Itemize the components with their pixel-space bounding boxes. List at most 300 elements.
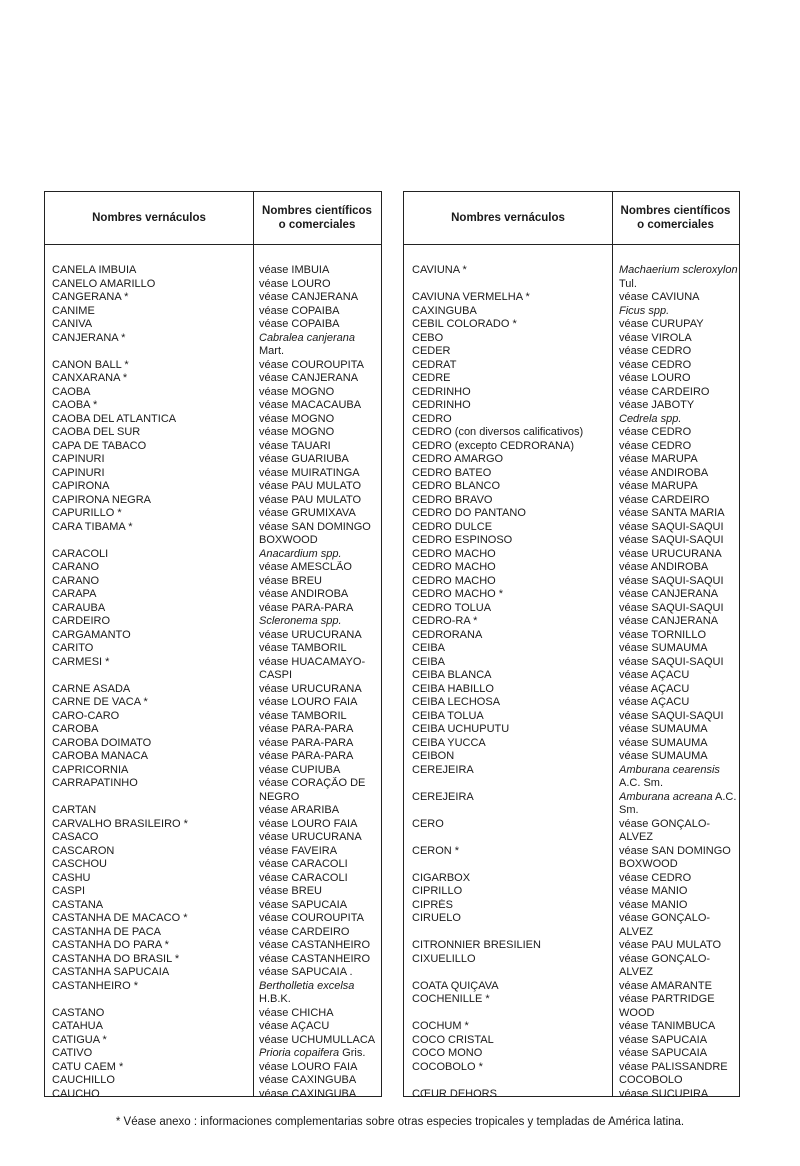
- scientific-name: véase SAQUI-SAQUI: [619, 709, 724, 722]
- vernacular-name: CANELO AMARILLO: [52, 277, 156, 290]
- vernacular-name: CANXARANA *: [52, 372, 128, 384]
- scientific-name: véase FAVEIRA: [259, 844, 338, 857]
- scientific-name: véase AÇACU: [259, 1020, 330, 1032]
- vernacular-name: CATIGUA *: [52, 1033, 107, 1046]
- table-row: [404, 737, 739, 751]
- vernacular-name: COCHENILLE *: [412, 993, 490, 1005]
- scientific-name: véase MOGNO: [259, 385, 335, 398]
- table-row: [404, 885, 739, 899]
- vernacular-name: CASTANHEIRO *: [52, 979, 138, 992]
- vernacular-name: CAPINURI: [52, 453, 105, 465]
- table-row: [45, 777, 381, 804]
- vernacular-name: CEBIL COLORADO *: [412, 318, 517, 330]
- vernacular-name: CASTANHA DE MACACO *: [52, 912, 188, 924]
- vernacular-name: CANELA IMBUIA: [52, 264, 137, 276]
- scientific-name: véase URUCURANA: [259, 831, 362, 843]
- scientific-name: véase PAU MULATO: [259, 480, 362, 492]
- scientific-name: véase LOURO FAIA: [259, 696, 358, 708]
- scientific-name: véase BREU: [259, 574, 322, 587]
- table-row: [45, 1020, 381, 1034]
- scientific-name: véase AMARANTE: [619, 979, 712, 992]
- scientific-name: véase SANTA MARIA: [619, 507, 725, 519]
- table-row: [45, 399, 381, 413]
- table-body: [45, 264, 381, 1101]
- vernacular-name: CARANO: [52, 574, 100, 587]
- table-row: [404, 413, 739, 427]
- vernacular-name: CARAUBA: [52, 601, 106, 614]
- table-row: [404, 642, 739, 656]
- scientific-name: véase LOURO: [259, 277, 331, 290]
- vernacular-name: CASTANA: [52, 898, 104, 911]
- scientific-name: véase TORNILLO: [619, 628, 707, 641]
- scientific-name: véase VIROLA: [619, 331, 692, 344]
- scientific-name: véase LOURO FAIA: [259, 1060, 358, 1073]
- left-table: [44, 191, 382, 1100]
- header-scientific: Nombres científicos o comerciales: [620, 205, 731, 231]
- header-vernacular: Nombres vernáculos: [92, 212, 206, 224]
- vernacular-name: CIRUELO: [412, 912, 461, 924]
- vernacular-name: CEIBA YUCCA: [412, 736, 486, 749]
- table-row: [45, 656, 381, 683]
- table-row: [45, 966, 381, 980]
- table-row: [45, 602, 381, 616]
- table-row: [404, 399, 739, 413]
- table-header: [45, 192, 381, 245]
- vernacular-name: CEDRO AMARGO: [412, 453, 504, 465]
- scientific-name: véase SAQUI-SAQUI: [619, 534, 724, 546]
- table-row: [404, 602, 739, 616]
- scientific-name: véase SUCUPIRA: [619, 1087, 709, 1100]
- table-row: [404, 656, 739, 670]
- table-row: [45, 912, 381, 926]
- vernacular-name: CEDRO (excepto CEDRORANA): [412, 439, 574, 452]
- scientific-name: véase CARDEIRO: [259, 925, 350, 938]
- scientific-name: véase SUMAUMA: [619, 736, 708, 749]
- table-row: [404, 291, 739, 305]
- vernacular-name: CAPA DE TABACO: [52, 439, 147, 452]
- table-row: [404, 980, 739, 994]
- scientific-name: véase MOGNO: [259, 426, 335, 438]
- scientific-name: véase CASTANHEIRO: [259, 952, 371, 965]
- scientific-name: véase CEDRO: [619, 358, 692, 371]
- table-row: [45, 858, 381, 872]
- table-row: [45, 588, 381, 602]
- table-row: [45, 804, 381, 818]
- scientific-name: véase SAQUI-SAQUI: [619, 601, 724, 614]
- vernacular-name: CŒUR DEHORS: [412, 1087, 497, 1100]
- scientific-name: véase GUARIUBA: [259, 453, 349, 465]
- scientific-name: véase GONÇALO-ALVEZ: [619, 912, 711, 938]
- table-row: [45, 818, 381, 832]
- vernacular-name: CAROBA DOIMATO: [52, 736, 152, 749]
- scientific-name: véase URUCURANA: [259, 682, 362, 695]
- vernacular-name: CIPRÉS: [412, 898, 453, 911]
- vernacular-name: CASHU: [52, 871, 91, 884]
- vernacular-name: CEDRO BRAVO: [412, 493, 493, 506]
- scientific-name: véase TAUARI: [259, 439, 331, 452]
- vernacular-name: CASACO: [52, 831, 99, 843]
- table-row: [404, 723, 739, 737]
- scientific-name: véase TANIMBUCA: [619, 1020, 716, 1032]
- scientific-name: véase LOURO FAIA: [259, 817, 358, 830]
- vernacular-name: CANON BALL *: [52, 358, 129, 371]
- vernacular-name: CEDRO TOLUA: [412, 601, 492, 614]
- vernacular-name: CASTANHA SAPUCAIA: [52, 966, 170, 978]
- vernacular-name: CERON *: [412, 844, 460, 857]
- table-row: [404, 386, 739, 400]
- vernacular-name: CAPIRONA: [52, 480, 110, 492]
- vernacular-name: CEDRO BATEO: [412, 466, 492, 479]
- scientific-name: véase CASTANHEIRO: [259, 939, 371, 951]
- vernacular-name: CASCHOU: [52, 858, 108, 870]
- header-vernacular: Nombres vernáculos: [451, 212, 565, 224]
- table-row: [404, 480, 739, 494]
- vernacular-name: CEIBA LECHOSA: [412, 696, 501, 708]
- scientific-name: véase AMESCLÃO: [259, 561, 352, 573]
- vernacular-name: CANGERANA *: [52, 291, 129, 303]
- scientific-name: véase COUROUPITA: [259, 358, 364, 371]
- vernacular-name: CEDRORANA: [412, 628, 483, 641]
- table-row: [45, 1007, 381, 1021]
- vernacular-name: CARO-CARO: [52, 709, 120, 722]
- table-row: [404, 750, 739, 764]
- vernacular-name: CAPIRONA NEGRA: [52, 493, 152, 506]
- table-row: [45, 359, 381, 373]
- scientific-name: Cabralea canjerana Mart.: [259, 331, 356, 357]
- scientific-name: véase TAMBORIL: [259, 642, 347, 654]
- table-row: [45, 764, 381, 778]
- vernacular-name: CAUCHILLO: [52, 1074, 115, 1086]
- vernacular-name: CEREJEIRA: [412, 763, 474, 776]
- table-row: [45, 953, 381, 967]
- table-row: [404, 534, 739, 548]
- scientific-name: véase SAN DOMINGO BOXWOOD: [259, 520, 371, 546]
- vernacular-name: CIXUELILLO: [412, 952, 476, 965]
- table-row: [45, 467, 381, 481]
- scientific-name: véase MOGNO: [259, 412, 335, 425]
- scientific-name: Amburana cearensis A.C. Sm.: [619, 763, 720, 789]
- footnote: * Véase anexo : informaciones complementarias sobre otras especies tropicales y templadas de América latina.: [115, 1116, 685, 1128]
- table-row: [404, 818, 739, 845]
- scientific-name: véase GONÇALO-ALVEZ: [619, 817, 711, 843]
- vernacular-name: CEDRINHO: [412, 385, 471, 398]
- table-row: [404, 993, 739, 1020]
- table-row: [404, 791, 739, 818]
- table-row: [45, 750, 381, 764]
- scientific-name: véase AÇACU: [619, 669, 690, 681]
- table-row: [404, 845, 739, 872]
- table-row: [404, 264, 739, 291]
- vernacular-name: CATAHUA: [52, 1020, 103, 1032]
- scientific-name: véase LOURO: [619, 372, 691, 384]
- scientific-name: véase MUIRATINGA: [259, 466, 360, 479]
- scientific-name: véase SAPUCAIA .: [259, 966, 353, 978]
- table-row: [404, 494, 739, 508]
- scientific-name: véase TAMBORIL: [259, 709, 347, 722]
- vernacular-name: COCOBOLO *: [412, 1060, 483, 1073]
- table-row: [45, 372, 381, 386]
- table-row: [45, 291, 381, 305]
- table-row: [404, 1047, 739, 1061]
- scientific-name: véase CEDRO: [619, 439, 692, 452]
- vernacular-name: CEDRO MACHO: [412, 574, 496, 587]
- table-row: [404, 507, 739, 521]
- table-row: [45, 521, 381, 548]
- table-row: [404, 710, 739, 724]
- table-row: [404, 561, 739, 575]
- vernacular-name: CEDRO DO PANTANO: [412, 507, 526, 519]
- table-row: [45, 980, 381, 1007]
- table-row: [45, 318, 381, 332]
- scientific-name: Anacardium spp.: [259, 547, 342, 560]
- table-row: [404, 332, 739, 346]
- scientific-name: véase CANJERANA: [619, 615, 719, 627]
- scientific-name: véase SUMAUMA: [619, 750, 708, 762]
- scientific-name: véase URUCURANA: [619, 547, 722, 560]
- table-row: [45, 1074, 381, 1088]
- table-row: [45, 453, 381, 467]
- vernacular-name: CITRONNIER BRESILIEN: [412, 939, 541, 951]
- table-row: [404, 696, 739, 710]
- vernacular-name: CARNE DE VACA *: [52, 696, 148, 708]
- vernacular-name: CAPURILLO *: [52, 507, 122, 519]
- scientific-name: véase SAPUCAIA: [619, 1033, 708, 1046]
- vernacular-name: CAOBA: [52, 385, 91, 398]
- vernacular-name: CEIBA HABILLO: [412, 682, 494, 695]
- vernacular-name: CEDRO BLANCO: [412, 480, 501, 492]
- vernacular-name: CEIBA TOLUA: [412, 709, 484, 722]
- scientific-name: véase COPAIBA: [259, 304, 340, 317]
- vernacular-name: CAVIUNA *: [412, 264, 467, 276]
- vernacular-name: CARNE ASADA: [52, 682, 131, 695]
- table-row: [404, 615, 739, 629]
- scientific-name: véase CARACOLI: [259, 858, 348, 870]
- vernacular-name: CEDRO MACHO *: [412, 588, 504, 600]
- table-row: [45, 386, 381, 400]
- table-row: [45, 615, 381, 629]
- scientific-name: véase ANDIROBA: [619, 561, 709, 573]
- table-row: [404, 345, 739, 359]
- scientific-name: véase URUCURANA: [259, 628, 362, 641]
- vernacular-name: CEREJEIRA: [412, 790, 474, 803]
- vernacular-name: CEIBA: [412, 642, 446, 654]
- table-row: [45, 575, 381, 589]
- scientific-name: véase MANIO: [619, 898, 688, 911]
- table-row: [45, 723, 381, 737]
- vernacular-name: CAPRICORNIA: [52, 763, 129, 776]
- vernacular-name: CARRAPATINHO: [52, 777, 138, 789]
- table-row: [404, 629, 739, 643]
- vernacular-name: COCO CRISTAL: [412, 1033, 494, 1046]
- table-row: [404, 872, 739, 886]
- vernacular-name: CASCARON: [52, 844, 115, 857]
- table-row: [404, 1020, 739, 1034]
- scientific-name: véase IMBUIA: [259, 264, 330, 276]
- vernacular-name: CAOBA *: [52, 399, 98, 411]
- vernacular-name: CASTANHA DE PACA: [52, 925, 162, 938]
- table-row: [45, 332, 381, 359]
- vernacular-name: CAROBA MANACA: [52, 750, 148, 762]
- scientific-name: véase ANDIROBA: [619, 466, 709, 479]
- vernacular-name: CANIVA: [52, 318, 93, 330]
- scientific-name: véase AÇACU: [619, 682, 690, 695]
- scientific-name: véase PAU MULATO: [619, 939, 722, 951]
- table-row: [45, 683, 381, 697]
- table-row: [45, 494, 381, 508]
- scientific-name: véase CEDRO: [619, 871, 692, 884]
- scientific-name: véase PARA-PARA: [259, 750, 354, 762]
- table-row: [45, 1047, 381, 1061]
- scientific-name: véase MARUPA: [619, 480, 698, 492]
- right-table: [403, 191, 740, 1100]
- vernacular-name: CARDEIRO: [52, 615, 111, 627]
- table-row: [404, 359, 739, 373]
- vernacular-name: CAOBA DEL SUR: [52, 426, 141, 438]
- table-row: [45, 710, 381, 724]
- vernacular-name: CATU CAEM *: [52, 1060, 124, 1073]
- table-body: [404, 264, 739, 1101]
- vernacular-name: CEDRO-RA *: [412, 615, 478, 627]
- table-row: [404, 453, 739, 467]
- vernacular-name: COCO MONO: [412, 1047, 483, 1059]
- vernacular-name: CARANO: [52, 561, 100, 573]
- scientific-name: véase BREU: [259, 885, 322, 897]
- vernacular-name: CAXINGUBA: [412, 304, 477, 317]
- scientific-name: véase PAU MULATO: [259, 493, 362, 506]
- vernacular-name: CASTANHA DO PARA *: [52, 939, 169, 951]
- table-row: [404, 440, 739, 454]
- scientific-name: véase SAQUI-SAQUI: [619, 655, 724, 668]
- scientific-name: véase SUMAUMA: [619, 723, 708, 735]
- table-row: [45, 426, 381, 440]
- table-row: [404, 1088, 739, 1102]
- scientific-name: véase SAPUCAIA: [619, 1047, 708, 1059]
- vernacular-name: CEDRO DULCE: [412, 520, 493, 533]
- table-row: [404, 899, 739, 913]
- scientific-name: véase SAQUI-SAQUI: [619, 574, 724, 587]
- table-row: [45, 264, 381, 278]
- table-row: [404, 318, 739, 332]
- table-row: [45, 831, 381, 845]
- scientific-name: véase CAXINGUBA: [259, 1074, 357, 1086]
- scientific-name: véase ANDIROBA: [259, 588, 349, 600]
- vernacular-name: COATA QUIÇAVA: [412, 979, 499, 992]
- scientific-name: Machaerium scleroxylon Tul.: [619, 264, 738, 290]
- vernacular-name: CARVALHO BRASILEIRO *: [52, 817, 188, 830]
- scientific-name: véase CARDEIRO: [619, 385, 710, 398]
- table-row: [45, 278, 381, 292]
- table-row: [45, 548, 381, 562]
- table-row: [45, 926, 381, 940]
- scientific-name: véase CANJERANA: [619, 588, 719, 600]
- scientific-name: véase HUACAMAYO-CASPI: [259, 655, 366, 681]
- table-row: [45, 1061, 381, 1075]
- table-row: [404, 764, 739, 791]
- vernacular-name: CEDRINHO: [412, 399, 471, 411]
- scientific-name: véase MANIO: [619, 885, 688, 897]
- vernacular-name: CEDRO MACHO: [412, 547, 496, 560]
- table-row: [45, 629, 381, 643]
- vernacular-name: CARTAN: [52, 804, 97, 816]
- table-row: [45, 872, 381, 886]
- vernacular-name: CARITO: [52, 642, 94, 654]
- vernacular-name: CASTANHA DO BRASIL *: [52, 952, 180, 965]
- scientific-name: véase CORAÇÃO DE NEGRO: [259, 777, 366, 803]
- table-row: [45, 696, 381, 710]
- table-row: [45, 413, 381, 427]
- vernacular-name: CERO: [412, 817, 444, 830]
- vernacular-name: CARACOLI: [52, 547, 109, 560]
- vernacular-name: CARAPA: [52, 588, 97, 600]
- table-row: [404, 669, 739, 683]
- scientific-name: véase PARTRIDGE WOOD: [619, 993, 715, 1019]
- vernacular-name: CAPINURI: [52, 466, 105, 479]
- table-row: [45, 642, 381, 656]
- scientific-name: véase CEDRO: [619, 345, 692, 357]
- table-row: [404, 1061, 739, 1088]
- scientific-name: véase SUMAUMA: [619, 642, 708, 654]
- table-row: [45, 1034, 381, 1048]
- table-row: [404, 953, 739, 980]
- scientific-name: véase PARA-PARA: [259, 723, 354, 735]
- vernacular-name: CEIBA UCHUPUTU: [412, 723, 510, 735]
- scientific-name: véase UCHUMULLACA: [259, 1033, 376, 1046]
- scientific-name: véase CARDEIRO: [619, 493, 710, 506]
- scientific-name: Amburana acreana A.C. Sm.: [619, 790, 737, 816]
- vernacular-name: CEIBON: [412, 750, 455, 762]
- table-header: [404, 192, 739, 245]
- scientific-name: véase GRUMIXAVA: [259, 507, 356, 519]
- vernacular-name: CAOBA DEL ATLANTICA: [52, 412, 177, 425]
- table-row: [404, 426, 739, 440]
- scientific-name: véase PARA-PARA: [259, 601, 354, 614]
- table-row: [45, 845, 381, 859]
- vernacular-name: CEDRO ESPINOSO: [412, 534, 513, 546]
- vernacular-name: CEDER: [412, 345, 451, 357]
- table-row: [45, 899, 381, 913]
- scientific-name: Ficus spp.: [619, 304, 670, 317]
- vernacular-name: CAVIUNA VERMELHA *: [412, 291, 530, 303]
- table-row: [45, 305, 381, 319]
- vernacular-name: CANIME: [52, 304, 95, 317]
- scientific-name: véase CARACOLI: [259, 871, 348, 884]
- vernacular-name: CASPI: [52, 885, 86, 897]
- vernacular-name: CAROBA: [52, 723, 99, 735]
- scientific-name: véase CUPIUBA: [259, 763, 341, 776]
- table-row: [404, 372, 739, 386]
- table-row: [404, 548, 739, 562]
- table-row: [404, 467, 739, 481]
- table-row: [45, 440, 381, 454]
- vernacular-name: CIPRILLO: [412, 885, 463, 897]
- scientific-name: véase PARA-PARA: [259, 736, 354, 749]
- vernacular-name: CEDRE: [412, 372, 451, 384]
- table-row: [404, 683, 739, 697]
- vernacular-name: CAUCHO: [52, 1087, 100, 1100]
- vernacular-name: CARA TIBAMA *: [52, 520, 133, 533]
- vernacular-name: CASTANO: [52, 1006, 105, 1019]
- table-row: [45, 480, 381, 494]
- vernacular-name: CIGARBOX: [412, 871, 471, 884]
- table-row: [404, 912, 739, 939]
- scientific-name: véase PALISSANDRE COCOBOLO: [619, 1060, 728, 1086]
- scientific-name: véase COUROUPITA: [259, 912, 364, 924]
- vernacular-name: CEIBA BLANCA: [412, 669, 492, 681]
- scientific-name: véase CAXINGUBA: [259, 1087, 357, 1100]
- table-row: [404, 1034, 739, 1048]
- scientific-name: véase CANJERANA: [259, 291, 359, 303]
- scientific-name: véase MARUPA: [619, 453, 698, 465]
